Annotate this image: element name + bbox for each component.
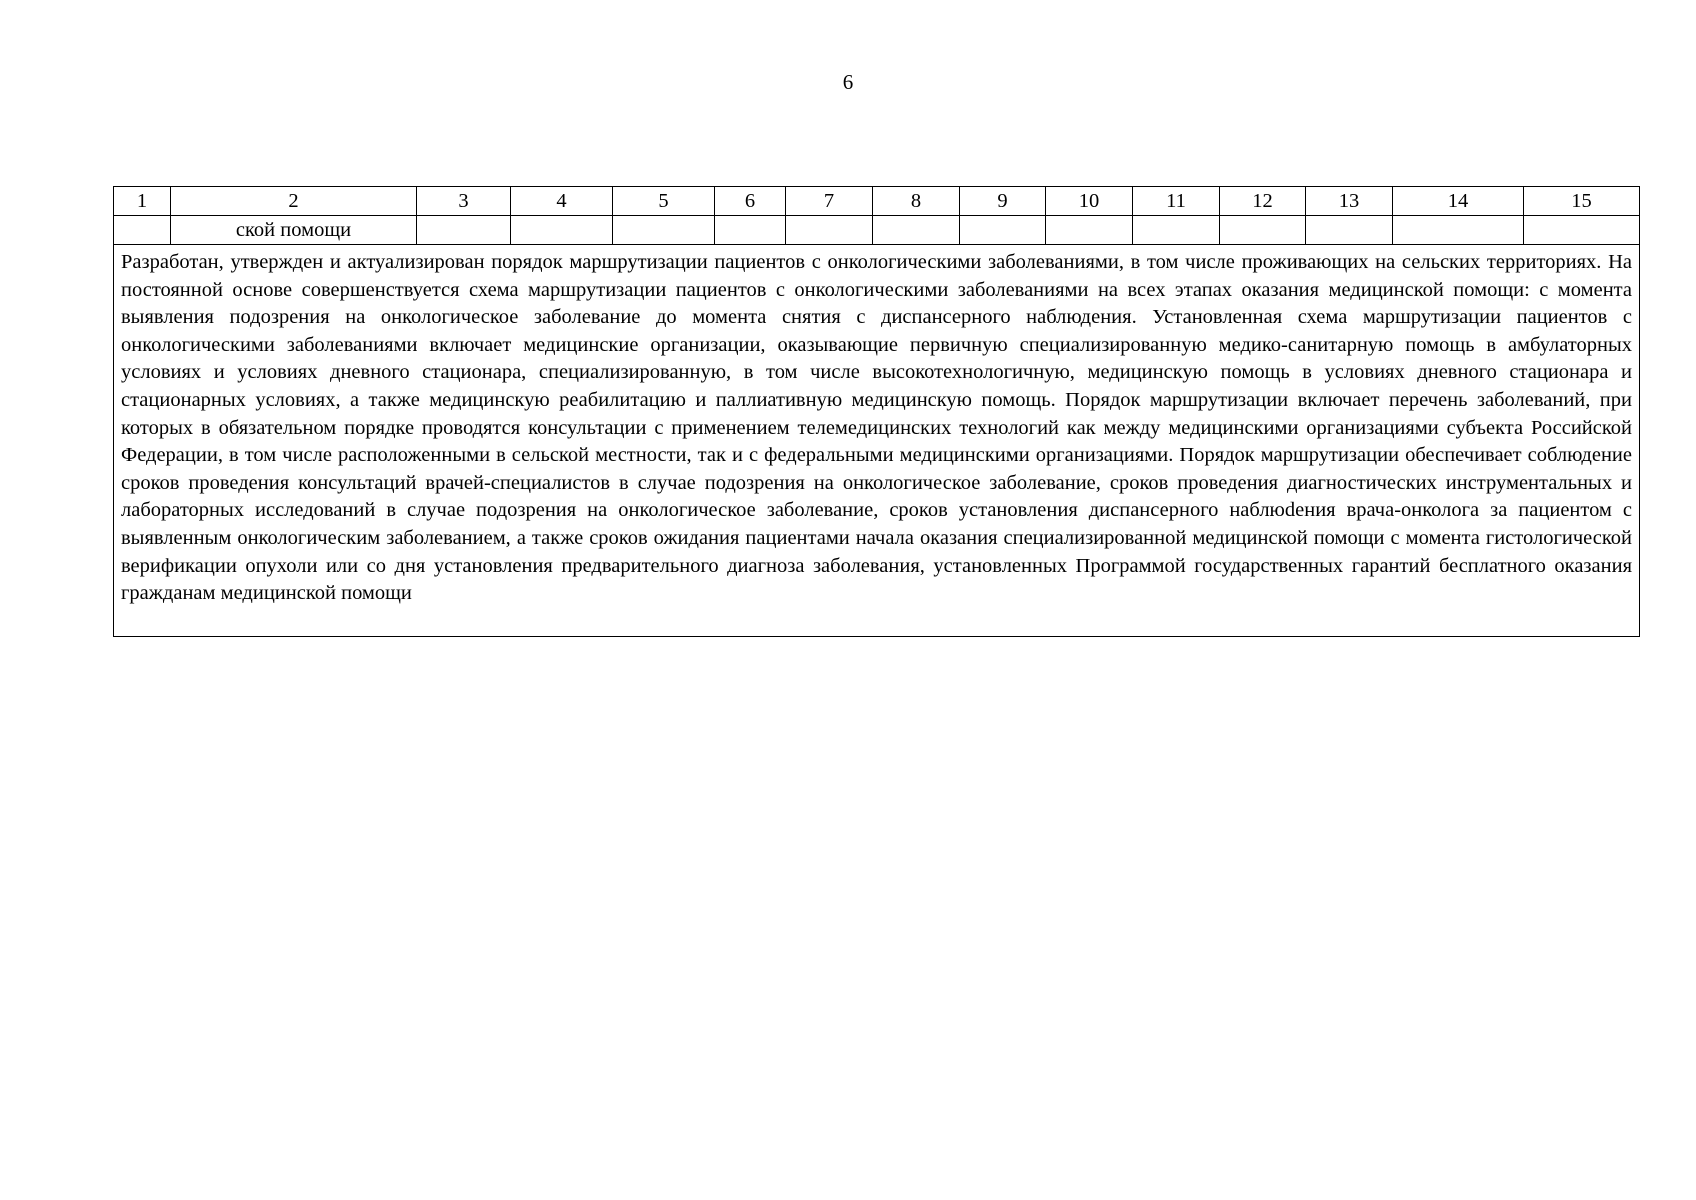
column-number-cell: 5 (613, 187, 715, 216)
column-number-cell: 12 (1220, 187, 1306, 216)
body-text-cell: Разработан, утвержден и актуализирован порядок маршрутизации пациентов с онкологическими заболеваниями, в том числе проживающих на сельских территориях. На постоянной основе совершенствуется схема маршрутизации пациентов с онкологическими заболеваниями на всех этапах оказания медицинской помощи: с момента выявления подозрения на онкологическое заболевание до момента снятия с диспансерного наблюдения. Установленная схема маршрутизации пациентов с онкологическими заболеваниями включает медицинские организации, оказывающие первичную специализированную медико-санитарную помощь в амбулаторных условиях и условиях дневного стационара, специализированную, в том числе высокотехнологичную, медицинскую помощь в условиях дневного стационара и стационарных условиях, а также медицинскую реабилитацию и паллиативную медицинскую помощь. Порядок маршрутизации включает перечень заболеваний, при которых в обязательном порядке проводятся консультации с применением телемедицинских технологий как между медицинскими организациями субъекта Российской Федерации, в том числе расположенными в сельской местности, так и с федеральными медицинскими организациями. Порядок маршрутизации обеспечивает соблюдение сроков проведения консультаций врачей-специалистов в случае подозрения на онкологическое заболевание, сроков проведения диагностических инструментальных и лабораторных исследований в случае подозрения на онкологическое заболевание, сроков установления диспансерного наблюdения врача-онколога за пациентом с выявленным онкологическим заболеванием, а также сроков ожидания пациентами начала оказания специализированной медицинской помощи с момента гистологической верификации опухоли или со дня установления предварительного диагноза заболевания, установленных Программой государственных гарантий бесплатного оказания гражданам медицинской помощи (114, 245, 1640, 637)
column-number-cell: 6 (715, 187, 786, 216)
table-cell (1046, 216, 1133, 245)
column-number-cell: 11 (1133, 187, 1220, 216)
table-cell (715, 216, 786, 245)
table-cell (417, 216, 511, 245)
column-number-cell: 3 (417, 187, 511, 216)
column-number-cell: 7 (786, 187, 873, 216)
table-cell (960, 216, 1046, 245)
table-cell (1306, 216, 1393, 245)
column-number-cell: 4 (511, 187, 613, 216)
table-cell (613, 216, 715, 245)
column-number-cell: 1 (114, 187, 171, 216)
table-cell (873, 216, 960, 245)
page-number: 6 (842, 70, 854, 94)
table-cell (1524, 216, 1640, 245)
body-text-row (114, 245, 1640, 637)
column-number-cell: 8 (873, 187, 960, 216)
column-number-cell: 15 (1524, 187, 1640, 216)
table-cell (1133, 216, 1220, 245)
column-number-cell: 13 (1306, 187, 1393, 216)
header-row (114, 187, 1640, 216)
table-cell (114, 216, 171, 245)
continuation-row (114, 216, 1640, 245)
table-cell (786, 216, 873, 245)
table-cell (511, 216, 613, 245)
table-cell (1220, 216, 1306, 245)
column-number-cell: 2 (171, 187, 417, 216)
column-number-cell: 10 (1046, 187, 1133, 216)
column-number-cell: 14 (1393, 187, 1524, 216)
column-number-cell: 9 (960, 187, 1046, 216)
table-cell (1393, 216, 1524, 245)
document-table (113, 186, 1640, 637)
continuation-text-cell: ской помощи (171, 216, 417, 245)
